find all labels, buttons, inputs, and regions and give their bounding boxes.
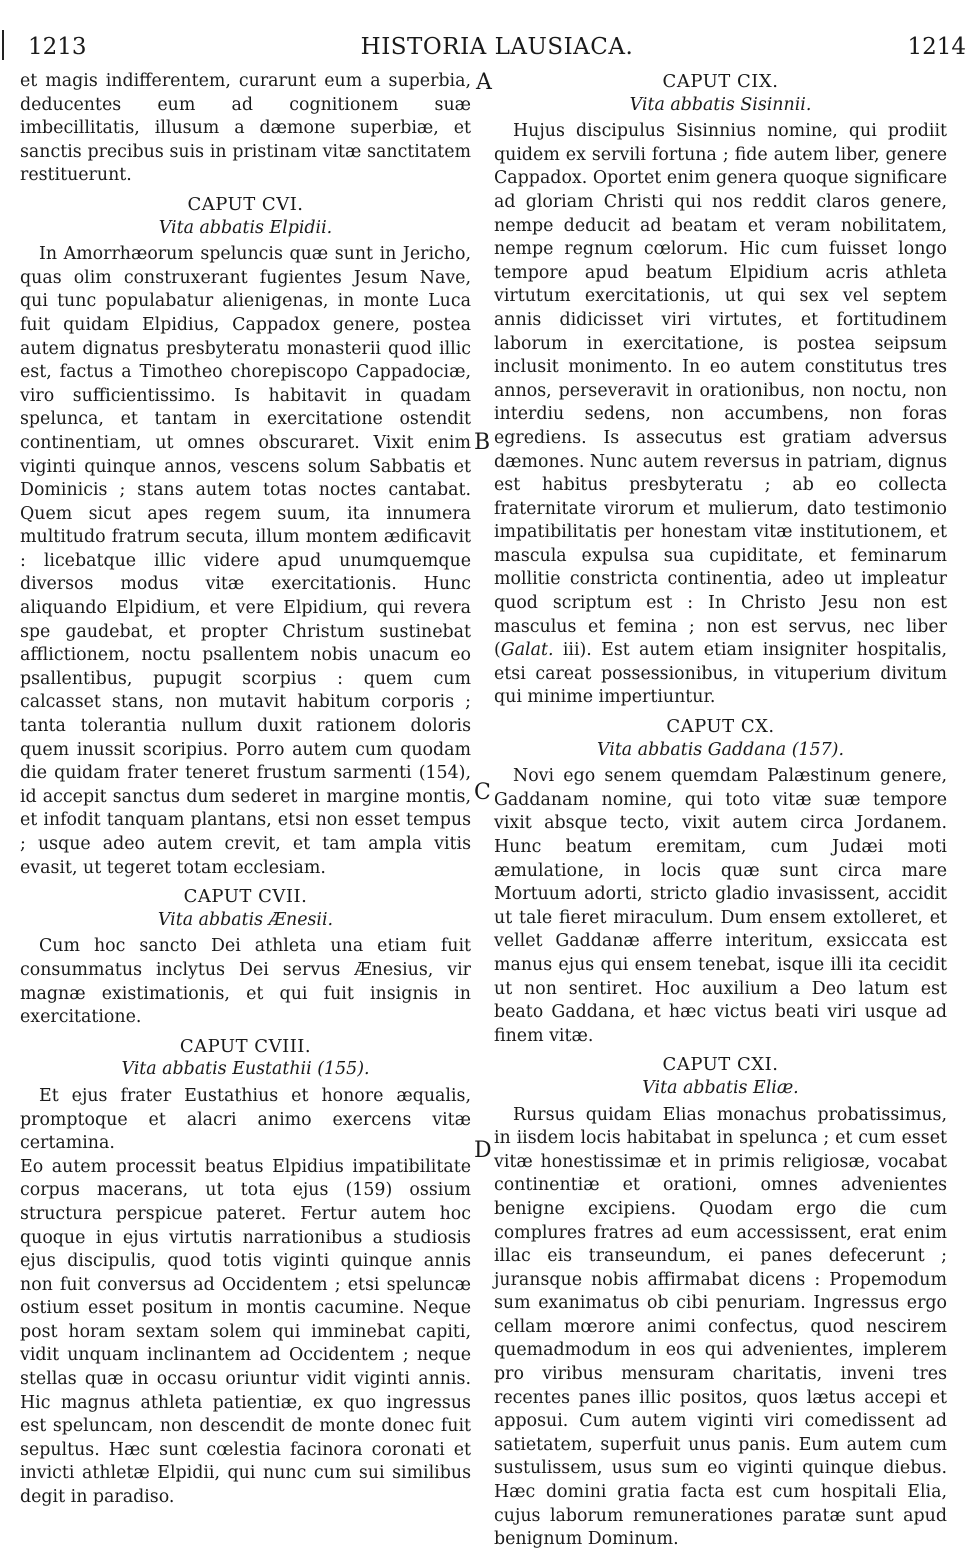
chapter-text-cix — [494, 120, 947, 710]
chapter-text-cx: Novi ego senem quemdam Palæstinum genere, Gaddanam nomine, qui toto vitæ suæ tempore vixit absque tecto, vixit autem circa Jordanem. Hunc beatum eremitam, cum Judæi moti æmulatione, in locis quæ sunt circa mare Mortuum adorti, stricto gladio invasissent, accidit ut tale fieret miraculum. Dum ensem extolleret, et vellet Gaddanæ afferre interitum, exsiccata est manus ejus qui ensem tenebat, isque illi ita cecidit ut non sentiret. Hoc auxilium a Deo latum est beato Gaddana, et hæc victus beati viri usque ad finem vitæ. — [494, 766, 947, 1046]
intro-paragraph: et magis indifferentem, curarunt eum a superbia, deducentes eum ad cognitionem suæ imbecillitatis, illusum a dæmone superbiæ, et sanctis precibus suis in pristinam vitæ sanctitatem restituerunt. — [20, 71, 471, 186]
page-header — [28, 34, 966, 64]
chapter-text-cix-a: Hujus discipulus Sisinnius nomine, qui prodiit quidem ex servili fortuna ; fide autem liber, genere Cappadox. Oportet enim genera quoque significare ad gloriam Christi qui nos reddit claros genere, nempe deducit ad beatam et veram nobilitatem, nempe regnum cœlorum. Hic cum fuisset longo tempore apud beatum Elpidium acris athleta virtutum exercitationis, ut qui sex vel septem annis didicisset viri virtutes, et fortitudinem laborum in exercitatione, is postea seipsum inclusit monimento. In eo autem constitutus tres annos, perseveravit in orationibus, non noctu, non interdiu sedens, non accumbens, non foras egrediens. Is assecutus est gratiam adversus dæmones. Nunc autem reversus in patriam, dignus est habitus presbyteratu ; ab eo collecta fraternitate virorum et mulierum, dato testimonio impatibilitatis per honestam vitæ institutionem, et mascula expulsa sua cupiditate, et feminarum mollitie constricta continentia, adeo ut impleatur quod scriptum est : In Christo Jesu non est masculus et femina ; non est servus, nec liber ( — [494, 121, 947, 661]
chapter-text-cxi: Rursus quidam Elias monachus probatissimus, in iisdem locis habitabat in spelunca ; et cum esset vitæ honestissimæ et in primis religiosæ, vocabat continentiæ et orationi, omnes advenientes benigne excipiens. Quodam ergo die cum complures fratres ad eum accessissent, erat enim illac eis transeundum, ei panes defecerunt ; juransque nobis affirmabat dicens : Propemodum sum exanimatus ob cibi penuriam. Ingressus ergo cellam mœrore animi confectus, quod nescirem quemadmodum in eos qui advenientes, implerem pro viribus mensuram charitatis, inveni tres recentes panes illic positos, quos lætus accepi et apposui. Cum autem viginti viri comedissent ad satietatem, superfuit unus panis. Eum autem cum sustulissem, usus sum eo viginti quinque diebus. Hæc domini gratia facta est cum hospitali Elia, cujus laborum remunerationes paratæ sunt apud benignum Dominum. — [494, 1104, 947, 1550]
chapter-subtitle-cx-title: Vita abbatis Gaddana — [597, 739, 787, 760]
chapter-subtitle-cviii — [20, 1058, 471, 1082]
chapter-heading-cix: CAPUT CIX. — [662, 71, 779, 92]
margin-marker-a: A — [476, 70, 492, 95]
chapter-text-cvii: Cum hoc sancto Dei athleta una etiam fuit consummatus inclytus Dei servus Ænesius, vir magnæ existimationis, et qui fuit insignis in exercitatione. — [20, 936, 471, 1028]
chapter-heading-cx: CAPUT CX. — [666, 716, 775, 738]
chapter-subtitle-cviii-note: (155). — [311, 1059, 370, 1080]
margin-rule — [2, 30, 4, 60]
page-number-left: 1213 — [28, 34, 87, 60]
chapter-text-cix-b: ). Est autem etiam insigniter hospitalis, etsi careat possessionibus, in vituperium divitum qui minime impertiuntur. — [494, 640, 947, 708]
left-column — [20, 70, 471, 1510]
page-number-right: 1214 — [907, 34, 966, 60]
chapter-text-cvi: In Amorrhæorum speluncis quæ sunt in Jericho, quas olim construxerant fugientes Jesum Nave, qui tunc populabatur alienigenas, in monte Luca fuit quidam Elpidius, Cappadox genere, postea autem dignatus presbyteratu monasterii quod illic est, factus a Timotheo chorepiscopo Cappadociæ, viro sufficientissimo. Is habitavit in quadam spelunca, et tantam in exercitatione ostendit continentiam, ut omnes obscuraret. Vixit enim viginti quinque annos, vescens solum Sabbatis et Dominicis ; stans autem totas noctes cantabat. Quem sicut apes regem suum, ita innumera multitudo fratrum secuta, illum montem ædificavit : licebatque illic videre apud unumquemque diversos modus vitæ exercitationis. Hunc aliquando Elpidium, et vere Elpidium, qui revera spe gaudebat, et propter Christum sustinebat afflictionem, noctu psallentem nobis unacum eo psallentibus, pupugit scorpius : quem cum calcasset stans, non mutavit habitum corporis ; tanta tolerantia nullum duxit rationem doloris quem inussit scoripius. Porro autem cum quodam die quidam frater teneret frustum sarmenti (154), id accepit sanctus dum sederet in margine montis, et infodit tanquam plantans, etsi non esset tempus ; usque adeo autem crevit, et tam ampla vitis evasit, ut tegeret totam ecclesiam. — [20, 244, 471, 878]
chapter-subtitle-cix: Vita abbatis Sisinnii. — [629, 94, 812, 115]
chapter-subtitle-cviii-title: Vita abbatis Eustathii — [121, 1059, 312, 1080]
chapter-subtitle-cvii: Vita abbatis Ænesii. — [157, 909, 334, 930]
chapter-heading-cvii: CAPUT CVII. — [183, 886, 308, 908]
chapter-text-cviii-2: Eo autem processit beatus Elpidius impatibilitate corpus macerans, ut tota ejus (159) ossium structura perspicue pateret. Fertur autem hoc quoque in ejus virtutis narrationibus a studiosis ejus discipulis, quod totis viginti quinque annis non fuit conversus ad Occidentem ; etsi speluncæ ostium esset positum in montis cacumine. Neque post horam sextam solem qui imminebat capiti, vidit unquam inclinantem ad Occidentem ; neque stellas quæ in occasu oriuntur vidit viginti annis. Hic magnus athleta patientiæ, ex quo ingressus est speluncam, non descendit de monte donec fuit sepultus. Hæc sunt cœlestia facinora coronati et invicti athletæ Elpidii, qui nunc cum sui similibus degit in paradiso. — [20, 1156, 471, 1508]
chapter-subtitle-cx-note: (157). — [786, 739, 844, 760]
chapter-heading-cxi: CAPUT CXI. — [662, 1054, 779, 1076]
right-column — [494, 70, 947, 1552]
chapter-heading-cviii: CAPUT CVIII. — [179, 1035, 312, 1057]
chapter-subtitle-cxi: Vita abbatis Eliæ. — [642, 1077, 799, 1098]
chapter-heading-cvi: CAPUT CVI. — [187, 193, 304, 215]
chapter-subtitle-cvi: Vita abbatis Elpidii. — [158, 217, 333, 238]
chapter-ref-galat-rest: iii — [553, 640, 580, 661]
chapter-ref-galat: Galat. — [500, 640, 554, 661]
running-title: HISTORIA LAUSIACA. — [360, 34, 634, 60]
margin-marker-b: B — [474, 430, 491, 455]
margin-marker-c: C — [474, 780, 491, 805]
margin-marker-d: D — [474, 1138, 492, 1163]
chapter-subtitle-cx — [494, 739, 947, 763]
chapter-text-cviii-1: Et ejus frater Eustathius et honore æqualis, promptoque et alacri animo exercens vitæ certamina. — [20, 1085, 471, 1154]
